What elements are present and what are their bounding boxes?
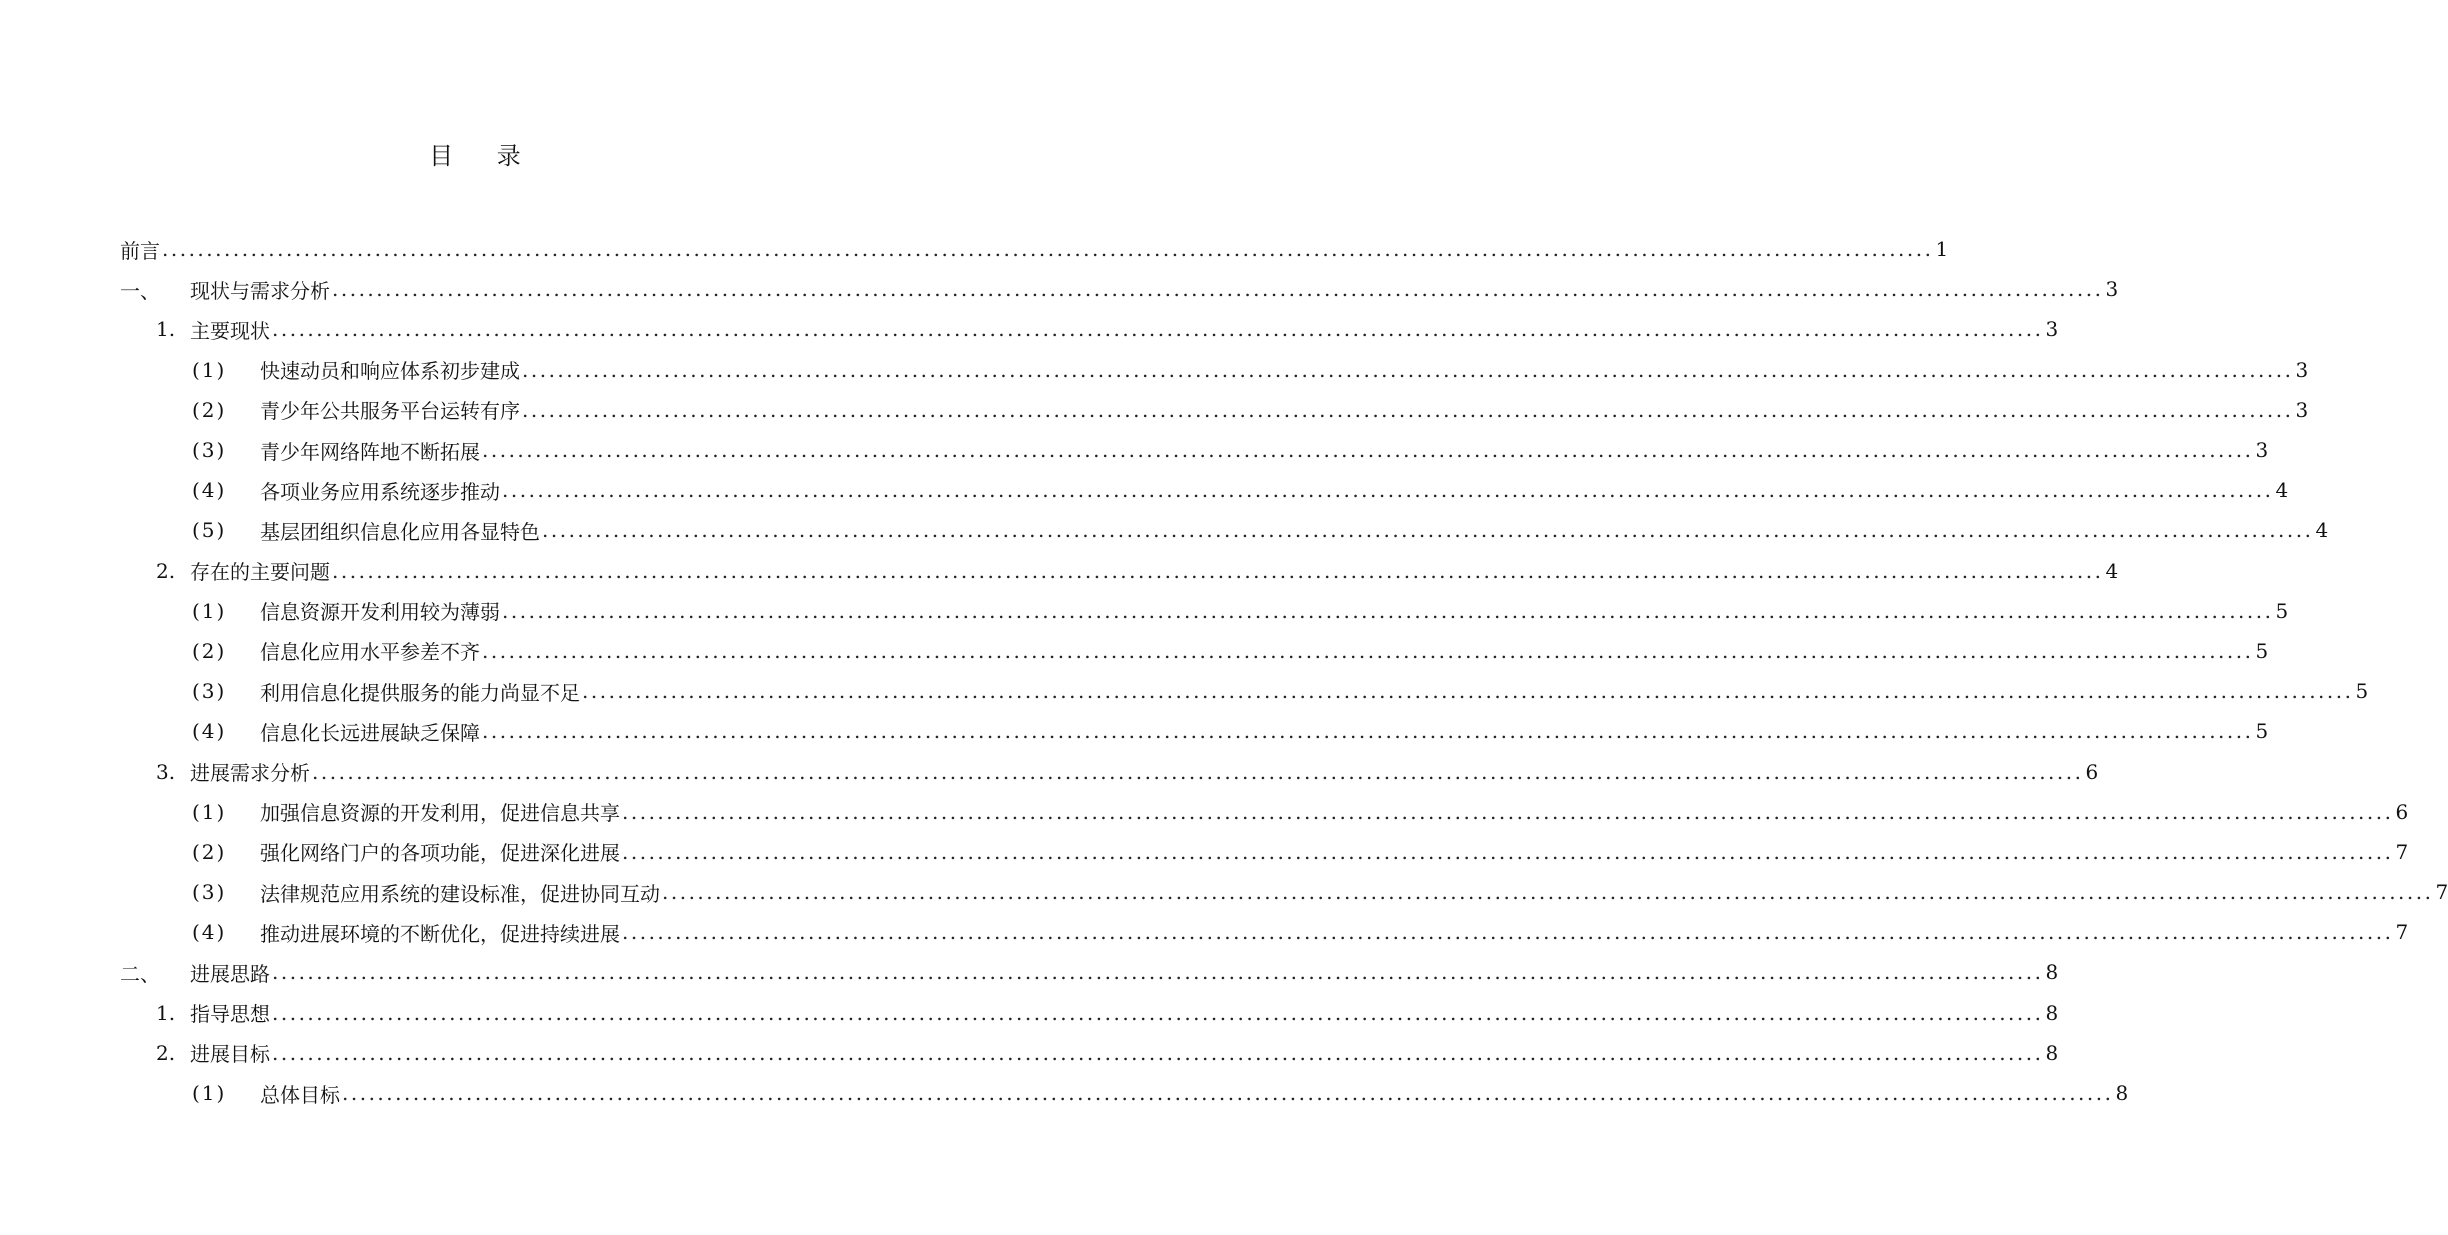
toc-entry-number: 一、 — [120, 278, 160, 303]
toc-entry-page: 5 — [2275, 598, 2289, 623]
toc-list — [120, 229, 2448, 1113]
toc-entry-number: (2) — [192, 397, 227, 422]
toc-leader-dots: ........................................................................................................................................................................................................ — [272, 317, 2044, 342]
toc-leader-dots: ........................................................................................................................................................................................................ — [622, 839, 2394, 864]
toc-leader-dots: ........................................................................................................................................................................................................ — [522, 397, 2294, 422]
toc-entry-number: (1) — [192, 598, 227, 623]
toc-entry-title: 强化网络门户的各项功能，促进深化进展 — [260, 841, 620, 866]
toc-entry[interactable] — [120, 551, 2119, 591]
toc-entry[interactable] — [120, 993, 2059, 1033]
toc-entry[interactable] — [120, 751, 2099, 791]
toc-entry-number: (2) — [192, 839, 227, 864]
toc-entry-page: 8 — [2045, 960, 2059, 985]
toc-entry[interactable] — [120, 510, 2329, 550]
toc-entry-page: 8 — [2115, 1081, 2129, 1106]
toc-entry-number: 1. — [156, 1000, 176, 1025]
toc-entry[interactable] — [120, 711, 2269, 751]
toc-entry[interactable] — [120, 792, 2409, 832]
toc-entry[interactable] — [120, 269, 2119, 309]
toc-entry-page: 7 — [2395, 920, 2409, 945]
toc-entry-title: 主要现状 — [190, 318, 270, 343]
toc-entry-number: 2. — [156, 1040, 176, 1065]
toc-entry-page: 3 — [2105, 277, 2119, 302]
toc-entry[interactable] — [120, 952, 2059, 992]
toc-entry-title: 法律规范应用系统的建设标准，促进协同互动 — [260, 881, 660, 906]
toc-entry-title: 加强信息资源的开发利用，促进信息共享 — [260, 801, 620, 826]
toc-entry-page: 4 — [2275, 478, 2289, 503]
toc-entry-title: 各项业务应用系统逐步推动 — [260, 479, 500, 504]
toc-entry-page: 7 — [2395, 839, 2409, 864]
toc-entry[interactable] — [120, 591, 2289, 631]
toc-leader-dots: ........................................................................................................................................................................................................ — [522, 357, 2294, 382]
toc-entry-page: 3 — [2045, 317, 2059, 342]
toc-leader-dots: ........................................................................................................................................................................................................ — [542, 518, 2314, 543]
toc-entry-title: 青少年公共服务平台运转有序 — [260, 399, 520, 424]
toc-leader-dots: ........................................................................................................................................................................................................ — [482, 438, 2254, 463]
toc-title: 目 录 — [429, 142, 539, 170]
toc-entry-title: 总体目标 — [260, 1082, 340, 1107]
toc-entry[interactable] — [120, 912, 2409, 952]
toc-entry-title: 前言 — [120, 238, 160, 263]
toc-leader-dots: ........................................................................................................................................................................................................ — [622, 920, 2394, 945]
toc-entry-number: (3) — [192, 438, 227, 463]
toc-entry-page: 1 — [1935, 237, 1949, 262]
toc-leader-dots: ........................................................................................................................................................................................................ — [332, 277, 2104, 302]
toc-leader-dots: ........................................................................................................................................................................................................ — [272, 960, 2044, 985]
toc-entry-title: 信息化应用水平参差不齐 — [260, 640, 480, 665]
toc-entry-number: 二、 — [120, 961, 160, 986]
toc-entry-page: 3 — [2295, 357, 2309, 382]
toc-entry[interactable] — [120, 631, 2269, 671]
toc-entry-page: 4 — [2315, 518, 2329, 543]
toc-leader-dots: ........................................................................................................................................................................................................ — [332, 558, 2104, 583]
toc-leader-dots: ........................................................................................................................................................................................................ — [502, 598, 2274, 623]
toc-leader-dots: ........................................................................................................................................................................................................ — [342, 1081, 2114, 1106]
toc-entry-number: (3) — [192, 679, 227, 704]
toc-entry-number: (1) — [192, 357, 227, 382]
toc-entry-page: 7 — [2435, 880, 2448, 905]
toc-entry[interactable] — [120, 872, 2448, 912]
toc-entry-title: 进展需求分析 — [190, 761, 310, 786]
toc-entry[interactable] — [120, 1073, 2129, 1113]
toc-leader-dots: ........................................................................................................................................................................................................ — [482, 719, 2254, 744]
toc-entry-title: 快速动员和响应体系初步建成 — [260, 359, 520, 384]
toc-entry-number: (4) — [192, 920, 227, 945]
toc-entry[interactable] — [120, 229, 1949, 269]
toc-entry[interactable] — [120, 470, 2289, 510]
toc-entry[interactable] — [120, 390, 2309, 430]
toc-leader-dots: ........................................................................................................................................................................................................ — [502, 478, 2274, 503]
toc-entry-title: 利用信息化提供服务的能力尚显不足 — [260, 680, 580, 705]
toc-entry-number: (1) — [192, 799, 227, 824]
toc-entry-number: 3. — [156, 759, 176, 784]
toc-entry-page: 8 — [2045, 1000, 2059, 1025]
toc-entry-page: 6 — [2395, 799, 2409, 824]
toc-entry-number: (2) — [192, 638, 227, 663]
toc-entry-title: 进展目标 — [190, 1042, 270, 1067]
toc-entry-title: 推动进展环境的不断优化，促进持续进展 — [260, 921, 620, 946]
toc-entry-page: 5 — [2255, 638, 2269, 663]
toc-leader-dots: ........................................................................................................................................................................................................ — [582, 679, 2354, 704]
toc-entry-page: 3 — [2295, 397, 2309, 422]
toc-entry-number: (1) — [192, 1081, 227, 1106]
toc-entry-title: 现状与需求分析 — [190, 278, 330, 303]
toc-leader-dots: ........................................................................................................................................................................................................ — [662, 880, 2434, 905]
toc-entry-page: 3 — [2255, 438, 2269, 463]
toc-entry-number: (4) — [192, 719, 227, 744]
toc-entry-number: (4) — [192, 478, 227, 503]
toc-entry[interactable] — [120, 1033, 2059, 1073]
toc-entry-title: 信息资源开发利用较为薄弱 — [260, 600, 500, 625]
toc-entry-title: 基层团组织信息化应用各显特色 — [260, 519, 540, 544]
toc-entry-title: 指导思想 — [190, 1002, 270, 1027]
toc-entry-number: (5) — [192, 518, 227, 543]
toc-leader-dots: ........................................................................................................................................................................................................ — [482, 638, 2254, 663]
toc-entry[interactable] — [120, 350, 2309, 390]
toc-entry-title: 存在的主要问题 — [190, 560, 330, 585]
toc-leader-dots: ........................................................................................................................................................................................................ — [272, 1000, 2044, 1025]
toc-entry-number: (3) — [192, 880, 227, 905]
toc-entry-number: 1. — [156, 317, 176, 342]
toc-entry[interactable] — [120, 671, 2369, 711]
toc-leader-dots: ........................................................................................................................................................................................................ — [312, 759, 2084, 784]
toc-entry-title: 青少年网络阵地不断拓展 — [260, 439, 480, 464]
toc-entry[interactable] — [120, 309, 2059, 349]
toc-entry-page: 5 — [2255, 719, 2269, 744]
toc-entry-page: 6 — [2085, 759, 2099, 784]
toc-entry-number: 2. — [156, 558, 176, 583]
toc-entry[interactable] — [120, 832, 2409, 872]
toc-entry-page: 5 — [2355, 679, 2369, 704]
toc-entry[interactable] — [120, 430, 2269, 470]
toc-entry-page: 4 — [2105, 558, 2119, 583]
toc-entry-page: 8 — [2045, 1040, 2059, 1065]
toc-entry-title: 进展思路 — [190, 961, 270, 986]
toc-leader-dots: ........................................................................................................................................................................................................ — [162, 237, 1934, 262]
toc-leader-dots: ........................................................................................................................................................................................................ — [622, 799, 2394, 824]
toc-leader-dots: ........................................................................................................................................................................................................ — [272, 1040, 2044, 1065]
toc-entry-title: 信息化长远进展缺乏保障 — [260, 720, 480, 745]
